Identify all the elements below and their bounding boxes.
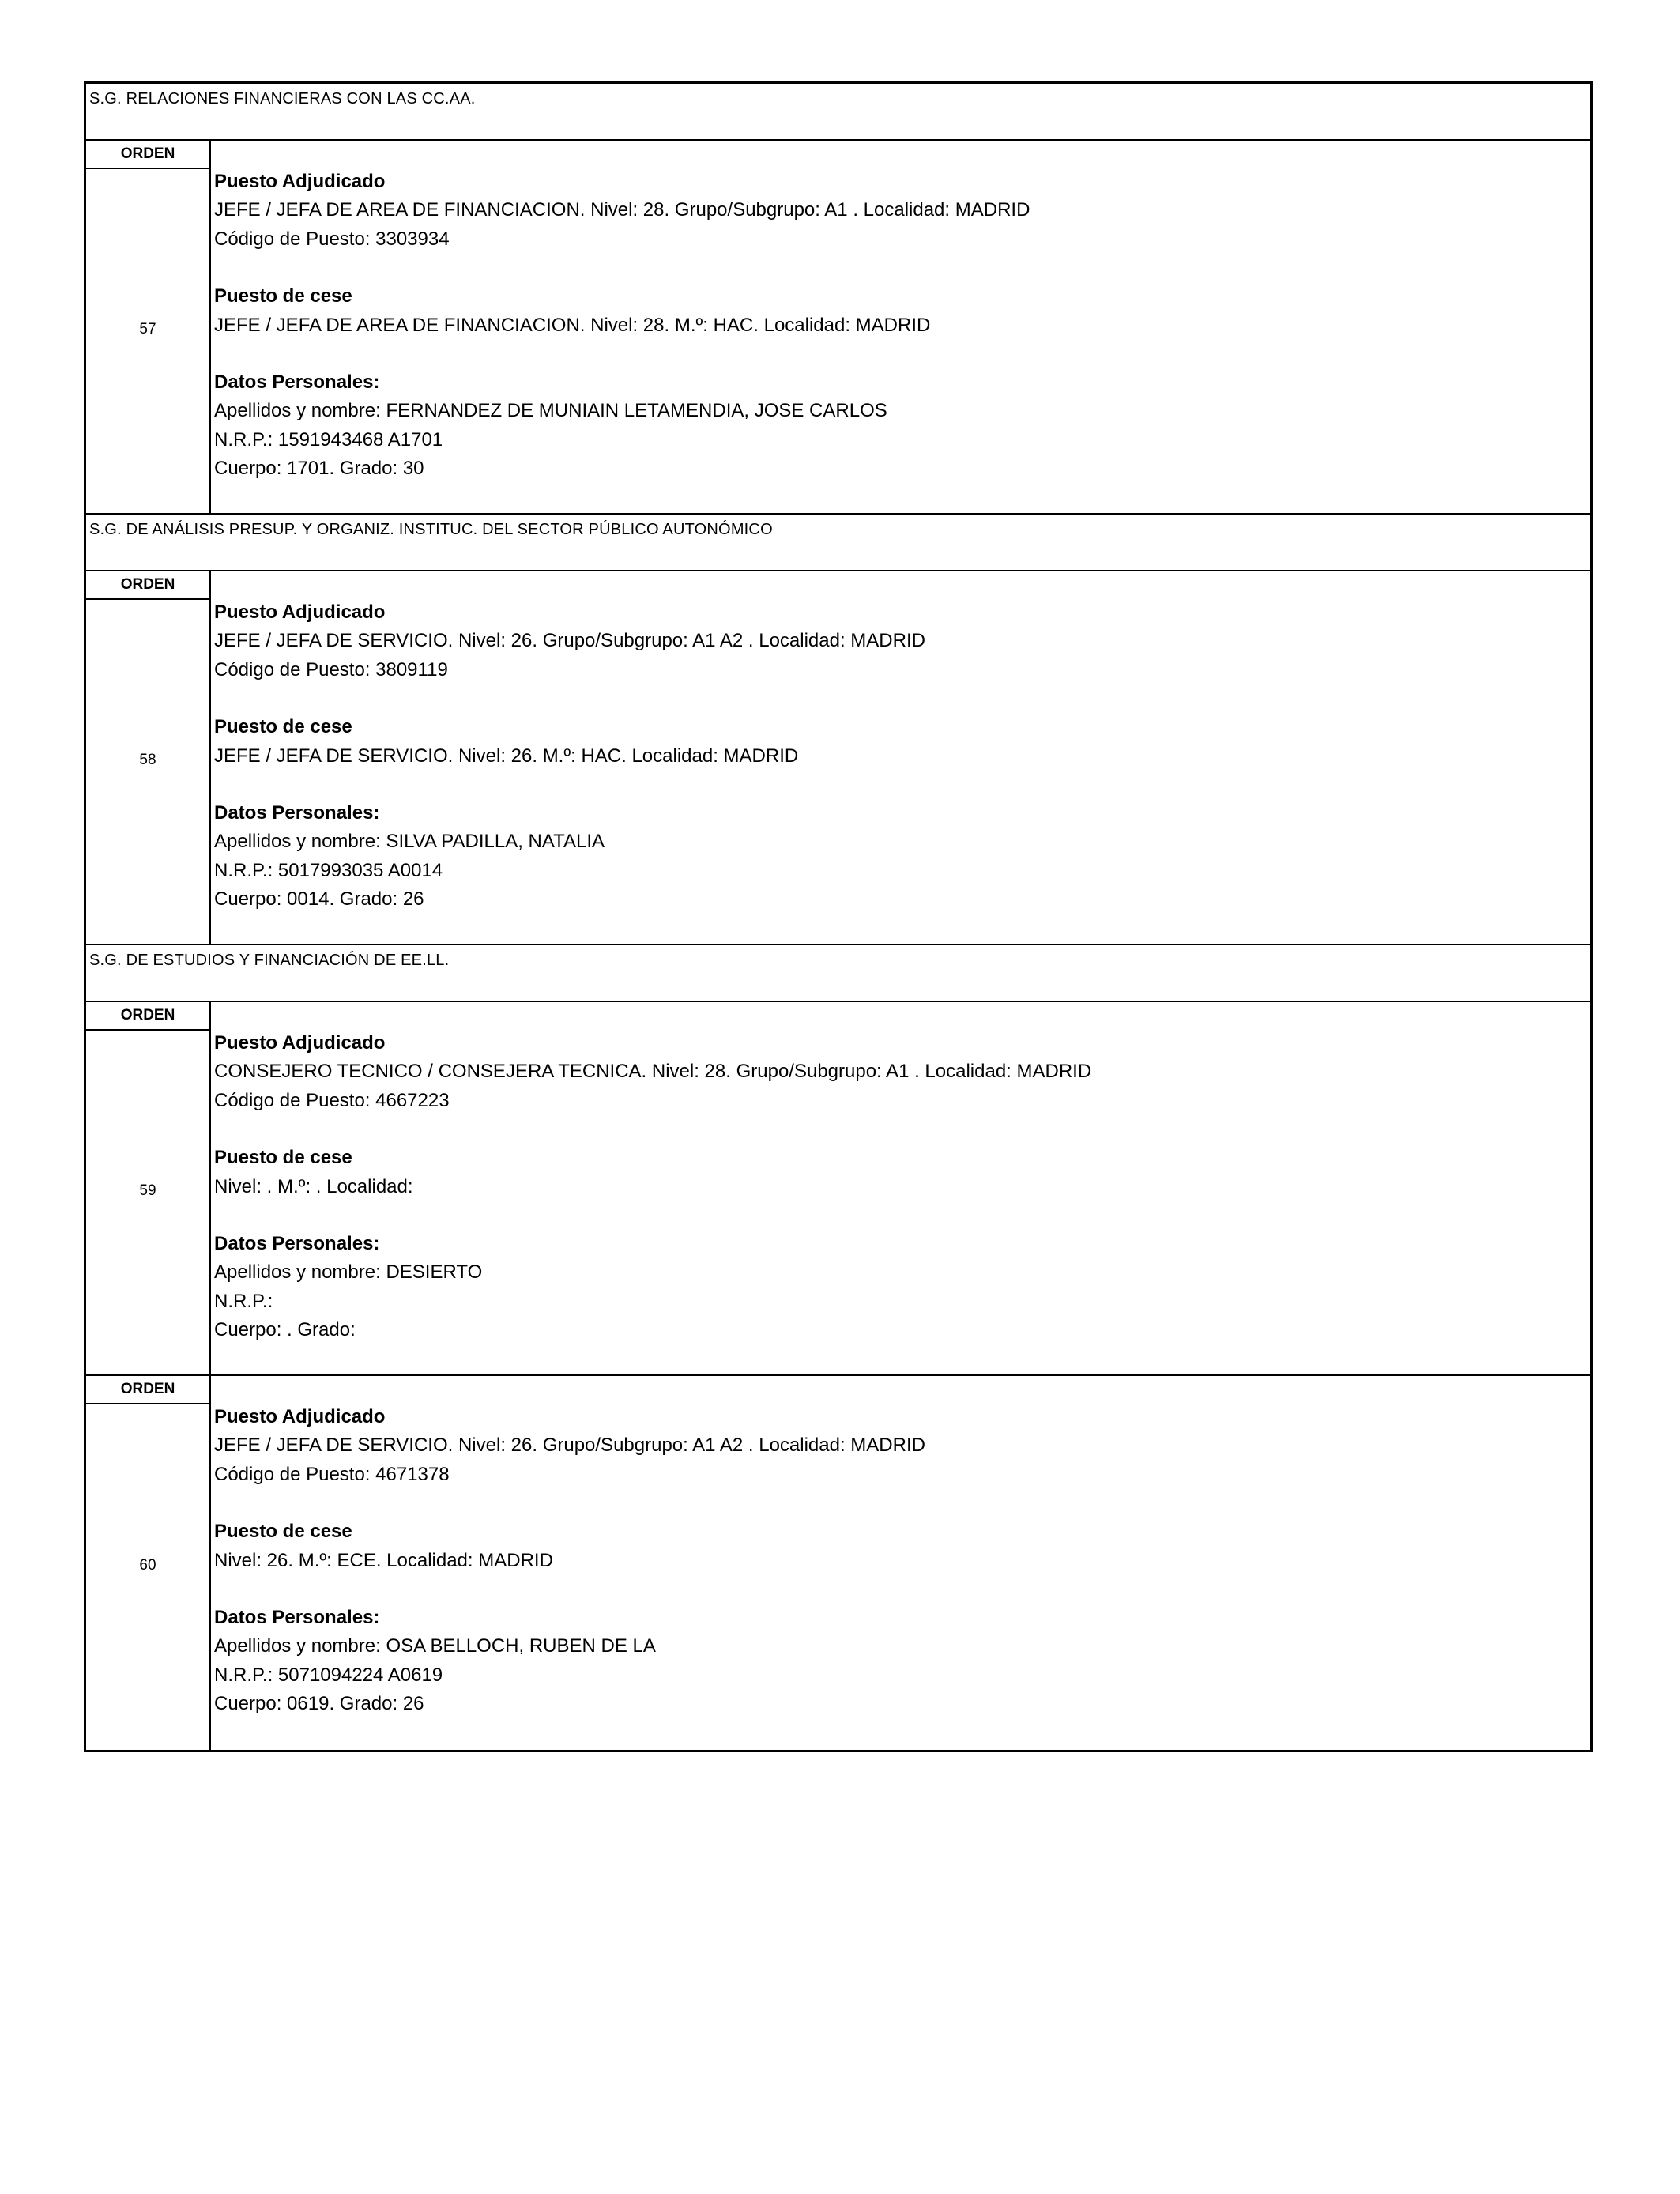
- nrp: N.R.P.: 5017993035 A0014: [214, 859, 443, 881]
- record-57: [86, 141, 1590, 515]
- section-header: S.G. DE ANÁLISIS PRESUP. Y ORGANIZ. INSTITUC. DEL SECTOR PÚBLICO AUTONÓMICO: [86, 515, 1590, 571]
- cuerpo-grado: Cuerpo: 1701. Grado: 30: [214, 458, 424, 480]
- datos-personales-heading: Datos Personales:: [214, 1233, 380, 1255]
- nrp: N.R.P.: 1591943468 A1701: [214, 428, 443, 450]
- puesto-cese-description: JEFE / JEFA DE SERVICIO. Nivel: 26. M.º: HAC. Localidad: MADRID: [214, 745, 799, 767]
- apellidos-nombre: Apellidos y nombre: SILVA PADILLA, NATALIA: [214, 831, 605, 853]
- orden-label: ORDEN: [86, 571, 209, 600]
- puesto-adjudicado-description: JEFE / JEFA DE SERVICIO. Nivel: 26. Grupo/Subgrupo: A1 A2 . Localidad: MADRID: [214, 630, 925, 652]
- orden-label: ORDEN: [86, 141, 209, 169]
- puesto-adjudicado-block: [214, 1029, 1590, 1115]
- puesto-adjudicado-heading: Puesto Adjudicado: [214, 171, 386, 192]
- codigo-puesto: Código de Puesto: 4667223: [214, 1089, 450, 1111]
- puesto-cese-block: [214, 1517, 1590, 1575]
- orden-column: [86, 1376, 211, 1750]
- orden-number: 58: [139, 751, 156, 768]
- puesto-cese-description: Nivel: . M.º: . Localidad:: [214, 1175, 413, 1197]
- puesto-adjudicado-description: CONSEJERO TECNICO / CONSEJERA TECNICA. Nivel: 28. Grupo/Subgrupo: A1 . Localidad: MADRID: [214, 1061, 1092, 1083]
- datos-personales-block: [214, 368, 1590, 484]
- puesto-cese-heading: Puesto de cese: [214, 1147, 352, 1169]
- datos-personales-block: [214, 799, 1590, 914]
- orden-number: 57: [139, 320, 156, 337]
- datos-personales-heading: Datos Personales:: [214, 802, 380, 824]
- orden-column: [86, 141, 211, 513]
- puesto-cese-block: [214, 713, 1590, 771]
- puesto-cese-heading: Puesto de cese: [214, 1521, 352, 1543]
- puesto-adjudicado-heading: Puesto Adjudicado: [214, 1406, 386, 1427]
- orden-label: ORDEN: [86, 1376, 209, 1404]
- puesto-cese-description: JEFE / JEFA DE AREA DE FINANCIACION. Nivel: 28. M.º: HAC. Localidad: MADRID: [214, 314, 931, 336]
- puesto-adjudicado-block: [214, 598, 1590, 684]
- puesto-cese-block: [214, 282, 1590, 340]
- record-59: [86, 1002, 1590, 1376]
- orden-column: [86, 571, 211, 944]
- section-header: S.G. RELACIONES FINANCIERAS CON LAS CC.AA.: [86, 84, 1590, 141]
- cuerpo-grado: Cuerpo: . Grado:: [214, 1319, 356, 1341]
- cuerpo-grado: Cuerpo: 0619. Grado: 26: [214, 1693, 424, 1715]
- puesto-cese-heading: Puesto de cese: [214, 716, 352, 738]
- puesto-adjudicado-heading: Puesto Adjudicado: [214, 1032, 386, 1054]
- apellidos-nombre: Apellidos y nombre: DESIERTO: [214, 1261, 483, 1284]
- puesto-adjudicado-heading: Puesto Adjudicado: [214, 601, 386, 623]
- codigo-puesto: Código de Puesto: 3809119: [214, 658, 448, 680]
- codigo-puesto: Código de Puesto: 3303934: [214, 228, 450, 250]
- record-content: [211, 571, 1590, 944]
- nrp: N.R.P.: 5071094224 A0619: [214, 1664, 443, 1686]
- apellidos-nombre: Apellidos y nombre: OSA BELLOCH, RUBEN DE LA: [214, 1635, 656, 1657]
- record-content: [211, 1002, 1590, 1374]
- orden-label: ORDEN: [86, 1002, 209, 1031]
- puesto-adjudicado-block: [214, 1403, 1590, 1489]
- puesto-adjudicado-description: JEFE / JEFA DE AREA DE FINANCIACION. Nivel: 28. Grupo/Subgrupo: A1 . Localidad: MADRID: [214, 199, 1030, 221]
- nrp: N.R.P.:: [214, 1290, 273, 1312]
- record-content: [211, 1376, 1590, 1750]
- datos-personales-block: [214, 1604, 1590, 1719]
- record-content: [211, 141, 1590, 513]
- puesto-cese-block: [214, 1144, 1590, 1201]
- apellidos-nombre: Apellidos y nombre: FERNANDEZ DE MUNIAIN LETAMENDIA, JOSE CARLOS: [214, 400, 887, 422]
- puesto-cese-heading: Puesto de cese: [214, 285, 352, 307]
- datos-personales-heading: Datos Personales:: [214, 1607, 380, 1629]
- resolution-table: [84, 81, 1593, 1752]
- record-60: [86, 1376, 1590, 1750]
- orden-number: 60: [139, 1556, 156, 1574]
- record-58: [86, 571, 1590, 945]
- puesto-adjudicado-block: [214, 168, 1590, 254]
- section-header: S.G. DE ESTUDIOS Y FINANCIACIÓN DE EE.LL.: [86, 945, 1590, 1002]
- orden-number: 59: [139, 1182, 156, 1199]
- datos-personales-heading: Datos Personales:: [214, 371, 380, 394]
- puesto-adjudicado-description: JEFE / JEFA DE SERVICIO. Nivel: 26. Grupo/Subgrupo: A1 A2 . Localidad: MADRID: [214, 1434, 925, 1457]
- datos-personales-block: [214, 1230, 1590, 1345]
- codigo-puesto: Código de Puesto: 4671378: [214, 1463, 450, 1485]
- orden-column: [86, 1002, 211, 1374]
- cuerpo-grado: Cuerpo: 0014. Grado: 26: [214, 888, 424, 910]
- puesto-cese-description: Nivel: 26. M.º: ECE. Localidad: MADRID: [214, 1549, 553, 1571]
